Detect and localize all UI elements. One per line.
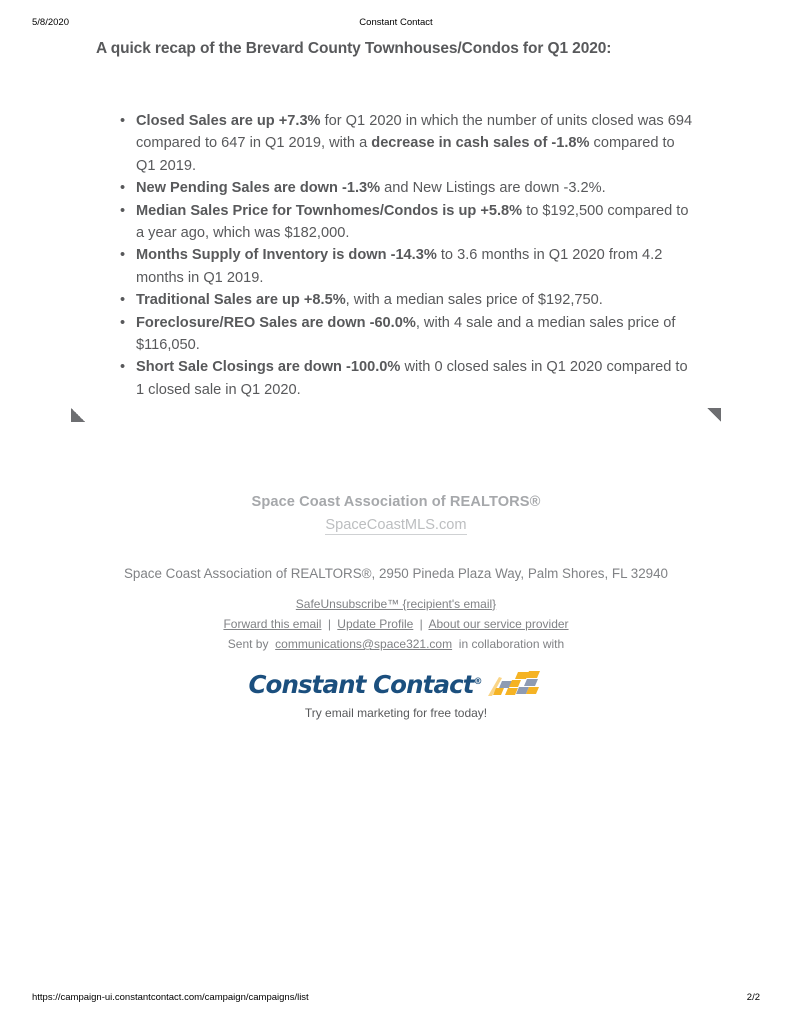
list-item-emphasis: Months Supply of Inventory is down -14.3%: [136, 247, 437, 264]
print-footer-url: https://campaign-ui.constantcontact.com/campaign/campaigns/list: [32, 992, 309, 1003]
bullet-point-icon: •: [120, 314, 126, 331]
list-item-plain: , with a median sales price of $192,750.: [345, 292, 603, 309]
list-item-plain: for Q1 2020 in which the number of units closed was 694 compared to 647 in Q1 2019, with a: [136, 113, 693, 152]
crop-mark-right-icon: [707, 408, 721, 422]
print-footer-page-number: 2/2: [746, 992, 760, 1003]
print-header-date: 5/8/2020: [32, 17, 69, 28]
constant-contact-logo[interactable]: [248, 668, 543, 721]
page-title: A quick recap of the Brevard County Townhouses/Condos for Q1 2020:: [96, 40, 612, 57]
list-item-plain: with 0 closed sales in Q1 2020 compared to 1 closed sale in Q1 2020.: [136, 359, 688, 398]
list-item-months-supply-inventory: [120, 244, 694, 289]
forward-this-email-link[interactable]: Forward this email: [223, 617, 322, 631]
update-profile-link[interactable]: Update Profile: [337, 617, 414, 631]
list-item-text: [136, 292, 603, 308]
sent-by-suffix-label: in collaboration with: [458, 637, 565, 651]
list-item-median-sales-price: [120, 200, 694, 245]
list-item-emphasis: Short Sale Closings are down -100.0%: [136, 359, 401, 376]
list-item-closed-sales: [120, 110, 694, 177]
list-item-short-sale-closings: [120, 356, 694, 401]
sent-by-row: [0, 634, 792, 654]
organization-block: [0, 492, 792, 536]
list-item-plain: compared to Q1 2019.: [136, 135, 675, 174]
print-footer: [0, 992, 792, 1006]
link-separator-2: |: [419, 617, 423, 631]
crop-mark-left-icon: [71, 408, 85, 422]
constant-contact-footer-links: [0, 594, 792, 654]
bullet-point-icon: •: [120, 247, 126, 264]
constant-contact-flag-icon: [488, 668, 544, 698]
print-header: [0, 17, 792, 31]
link-separator-1: |: [327, 617, 331, 631]
list-item-emphasis: Closed Sales are up +7.3%: [136, 113, 321, 129]
list-item-emphasis: New Pending Sales are down -1.3%: [136, 180, 381, 197]
organization-website-link[interactable]: [0, 514, 792, 536]
bullet-point-icon: •: [120, 359, 126, 376]
list-item-text: [136, 359, 688, 397]
list-item-text: [136, 203, 688, 241]
sent-by-prefix-label: Sent by: [227, 637, 269, 651]
organization-website-label: SpaceCoastMLS.com: [325, 517, 467, 533]
organization-name: Space Coast Association of REALTORS®: [251, 494, 541, 510]
list-item-text: [136, 113, 692, 174]
list-item-emphasis: Traditional Sales are up +8.5%: [136, 292, 346, 309]
list-item-plain: , with 4 sale and a median sales price of $116,050.: [136, 314, 676, 354]
registered-mark-icon: ®: [473, 677, 483, 688]
bullet-point-icon: •: [120, 292, 126, 309]
list-item-new-pending-sales: [120, 177, 694, 199]
about-service-provider-link[interactable]: About our service provider: [428, 617, 569, 631]
list-item-plain: to $192,500 compared to a year ago, which was $182,000.: [136, 202, 689, 242]
constant-contact-wordmark-text: Constant Contact: [248, 670, 474, 700]
list-item-traditional-sales: [120, 289, 694, 311]
safe-unsubscribe-row: [0, 594, 792, 614]
print-header-title: Constant Contact: [359, 17, 433, 28]
email-body: [0, 36, 792, 401]
constant-contact-logo-block[interactable]: [0, 668, 792, 722]
sender-email-link[interactable]: communications@space321.com: [275, 637, 453, 651]
constant-contact-wordmark: [248, 668, 482, 699]
list-item-emphasis: decrease in cash sales of -1.8%: [371, 135, 590, 152]
list-item-foreclosure-reo-sales: [120, 312, 694, 357]
bullet-point-icon: •: [120, 180, 126, 197]
bullet-point-icon: •: [120, 113, 126, 129]
list-item-emphasis: Foreclosure/REO Sales are down -60.0%: [136, 314, 416, 331]
organization-address: Space Coast Association of REALTORS®, 2950 Pineda Plaza Way, Palm Shores, FL 32940: [123, 566, 669, 581]
market-recap-list: [0, 110, 792, 401]
bullet-point-icon: •: [120, 202, 126, 219]
list-item-text: [136, 315, 675, 353]
list-item-plain: to 3.6 months in Q1 2020 from 4.2 months in Q1 2019.: [136, 247, 663, 286]
footer-links-row: [0, 614, 792, 634]
safe-unsubscribe-link[interactable]: SafeUnsubscribe™ {recipient's email}: [295, 597, 497, 611]
list-item-emphasis: Median Sales Price for Townhomes/Condos is up +5.8%: [136, 202, 523, 219]
constant-contact-tagline: Try email marketing for free today!: [304, 706, 488, 720]
list-item-text: [136, 180, 606, 196]
list-item-text: [136, 247, 662, 285]
list-item-plain: and New Listings are down -3.2%.: [380, 180, 606, 197]
